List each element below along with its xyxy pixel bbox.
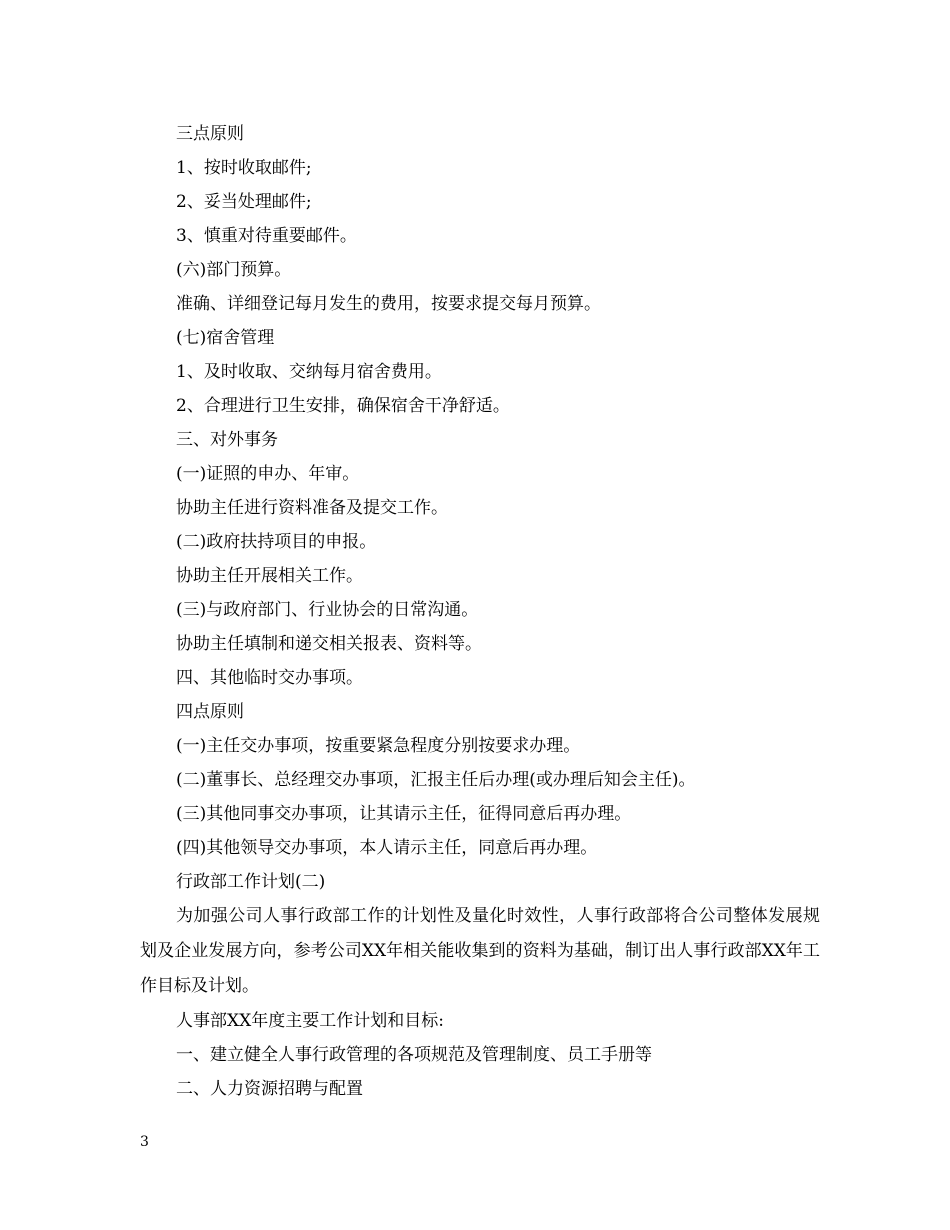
text-line: 三点原则 — [176, 124, 244, 144]
text-line: 协助主任开展相关工作。 — [176, 566, 363, 586]
document-body — [140, 117, 820, 1106]
text-line: 准确、详细登记每月发生的费用，按要求提交每月预算。 — [176, 294, 601, 314]
text-line: 1、及时收取、交纳每月宿舍费用。 — [176, 362, 442, 382]
text-line: 四点原则 — [176, 702, 244, 722]
text-line: (一)主任交办事项，按重要紧急程度分别按要求办理。 — [176, 736, 581, 756]
text-line: (三)与政府部门、行业协会的日常沟通。 — [176, 600, 479, 620]
text-line: (二)董事长、总经理交办事项，汇报主任后办理(或办理后知会主任)。 — [176, 770, 696, 790]
section-heading: 二、人力资源招聘与配置 — [176, 1079, 363, 1099]
text-line: 1、按时收取邮件; — [176, 158, 312, 178]
text-line: 2、合理进行卫生安排，确保宿舍干净舒适。 — [176, 396, 510, 416]
text-line: 人事部XX年度主要工作计划和目标: — [176, 1011, 444, 1031]
text-line: (一)证照的申办、年审。 — [176, 464, 360, 484]
section-heading: 三、对外事务 — [176, 430, 278, 450]
text-line: (四)其他领导交办事项，本人请示主任，同意后再办理。 — [176, 838, 598, 858]
text-line: (三)其他同事交办事项，让其请示主任，征得同意后再办理。 — [176, 804, 632, 824]
section-heading: 四、其他临时交办事项。 — [176, 668, 363, 688]
text-line: (六)部门预算。 — [176, 260, 292, 280]
page-number: 3 — [140, 1134, 149, 1150]
document-title: 行政部工作计划(二) — [176, 872, 326, 892]
text-line: 协助主任填制和递交相关报表、资料等。 — [176, 634, 482, 654]
text-line: (七)宿舍管理 — [176, 328, 275, 348]
text-line: (二)政府扶持项目的申报。 — [176, 532, 377, 552]
text-line: 3、慎重对待重要邮件。 — [176, 226, 357, 246]
text-line: 2、妥当处理邮件; — [176, 192, 312, 212]
section-heading: 一、建立健全人事行政管理的各项规范及管理制度、员工手册等 — [176, 1045, 652, 1065]
body-paragraph: 为加强公司人事行政部工作的计划性及量化时效性，人事行政部将合公司整体发展规划及企业发展方向，参考公司XX年相关能收集到的资料为基础，制订出人事行政部XX年工作目标及计划。 — [140, 906, 820, 996]
text-line: 协助主任进行资料准备及提交工作。 — [176, 498, 448, 518]
